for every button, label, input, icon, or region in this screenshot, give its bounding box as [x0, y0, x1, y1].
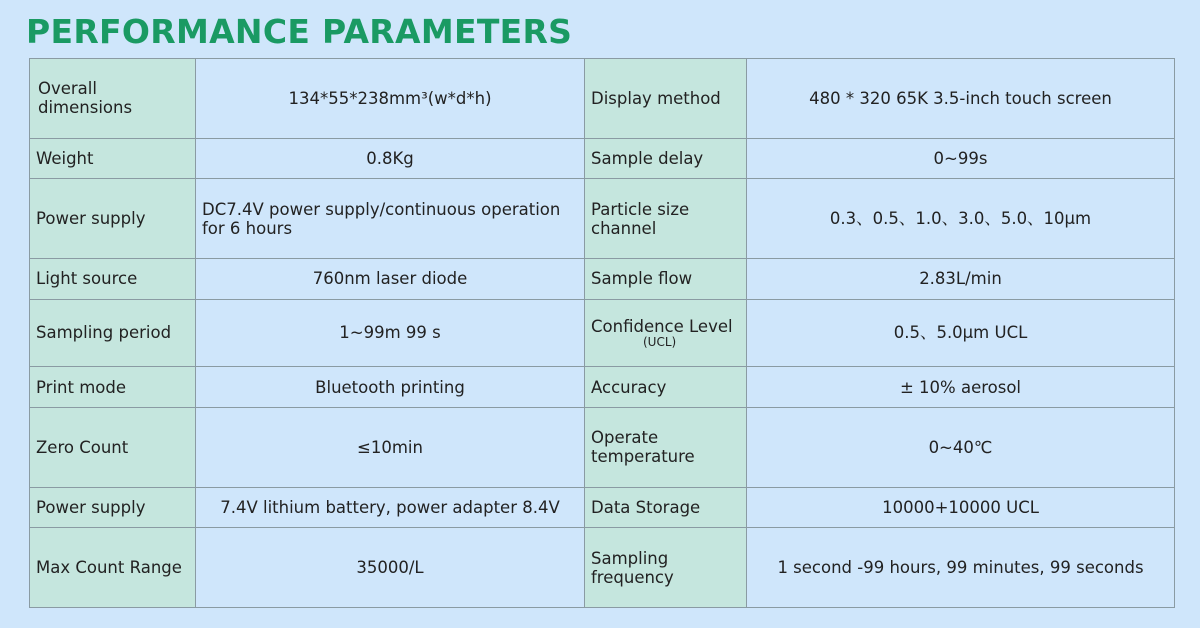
param-label: Sampling period — [30, 299, 196, 366]
param-label: Weight — [30, 138, 196, 179]
param-label: Overall dimensions — [30, 59, 196, 139]
param-value: 35000/L — [196, 528, 585, 608]
parameters-table — [29, 58, 1175, 608]
param-value: Bluetooth printing — [196, 367, 585, 408]
param-label: Display method — [585, 59, 747, 139]
param-value: 0.8Kg — [196, 138, 585, 179]
param-label: Accuracy — [585, 367, 747, 408]
table-row — [30, 367, 1175, 408]
param-label: Sampling frequency — [585, 528, 747, 608]
param-label: Data Storage — [585, 487, 747, 528]
param-label: Zero Count — [30, 407, 196, 487]
param-value: 10000+10000 UCL — [747, 487, 1175, 528]
param-value: 0.3、0.5、1.0、3.0、5.0、10μm — [747, 179, 1175, 259]
param-label: Particle size channel — [585, 179, 747, 259]
table-row — [30, 179, 1175, 259]
param-value: 1~99m 99 s — [196, 299, 585, 366]
param-label: Power supply — [30, 487, 196, 528]
param-label: Light source — [30, 259, 196, 300]
table-row — [30, 59, 1175, 139]
param-label: Print mode — [30, 367, 196, 408]
param-label-sub: (UCL) — [643, 334, 677, 349]
param-label: Power supply — [30, 179, 196, 259]
param-value: 760nm laser diode — [196, 259, 585, 300]
param-value: ± 10% aerosol — [747, 367, 1175, 408]
param-value: 2.83L/min — [747, 259, 1175, 300]
table-row — [30, 487, 1175, 528]
param-label: Sample delay — [585, 138, 747, 179]
param-value: ≤10min — [196, 407, 585, 487]
table-row — [30, 259, 1175, 300]
page-title: PERFORMANCE PARAMETERS — [26, 12, 573, 51]
table-row — [30, 407, 1175, 487]
param-label — [585, 299, 747, 366]
param-value: 7.4V lithium battery, power adapter 8.4V — [196, 487, 585, 528]
param-label-main: Confidence Level — [591, 316, 733, 336]
param-value: 0~40℃ — [747, 407, 1175, 487]
param-label: Operate temperature — [585, 407, 747, 487]
param-label: Sample flow — [585, 259, 747, 300]
param-value: 0~99s — [747, 138, 1175, 179]
table-row — [30, 299, 1175, 366]
param-value: 0.5、5.0μm UCL — [747, 299, 1175, 366]
table-row — [30, 138, 1175, 179]
table-row — [30, 528, 1175, 608]
param-value: DC7.4V power supply/continuous operation for 6 hours — [196, 179, 585, 259]
param-value: 1 second -99 hours, 99 minutes, 99 seconds — [747, 528, 1175, 608]
param-label: Max Count Range — [30, 528, 196, 608]
param-value: 480 * 320 65K 3.5-inch touch screen — [747, 59, 1175, 139]
param-value: 134*55*238mm³(w*d*h) — [196, 59, 585, 139]
